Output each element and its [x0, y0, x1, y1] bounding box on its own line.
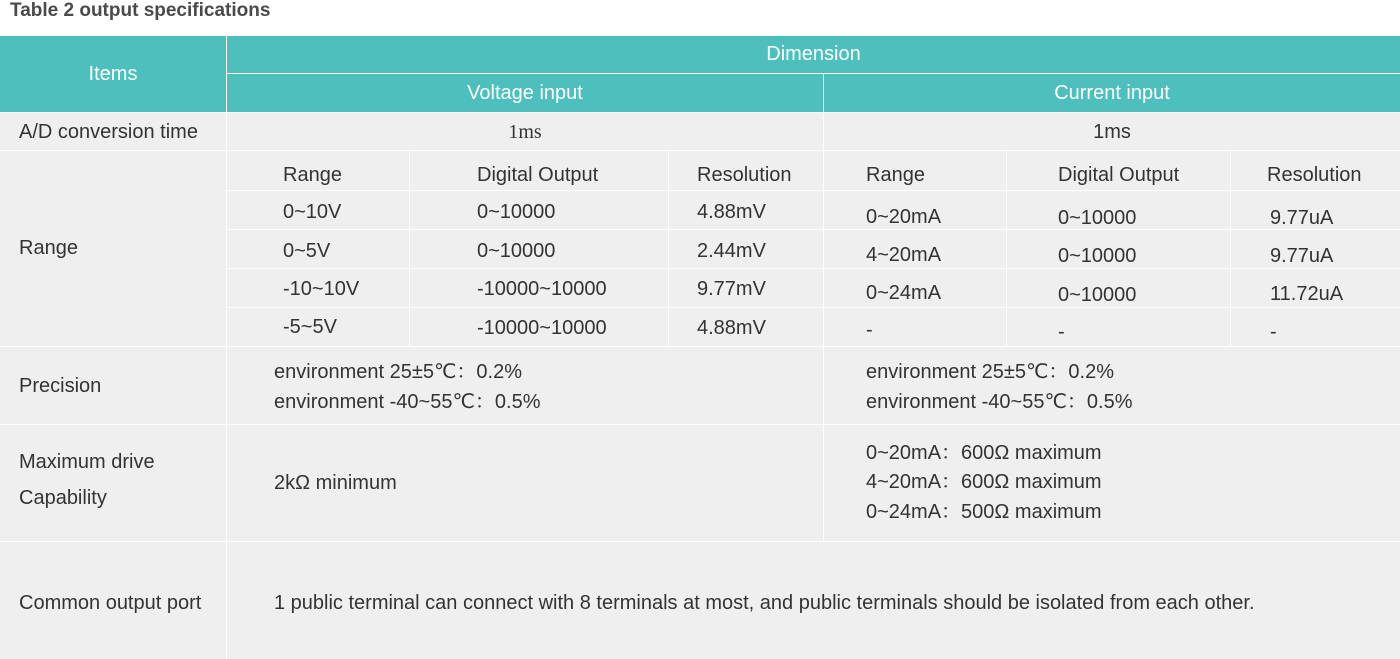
table-cell: 4.88mV: [697, 317, 766, 339]
table-cell: 11.72uA: [1270, 283, 1344, 305]
common-output-port-text: 1 public terminal can connect with 8 terminals at most, and public terminals should be isolated from each other.: [274, 592, 1255, 614]
divider: [0, 346, 1400, 347]
drive-voltage: 2kΩ minimum: [274, 472, 397, 494]
row-label-range: Range: [19, 237, 78, 259]
table-cell: -: [1058, 321, 1065, 343]
row-label-drive-line-2: Capability: [19, 487, 107, 509]
precision-voltage-line-2: environment -40~55℃：0.5%: [274, 391, 541, 413]
divider: [0, 424, 1400, 425]
table-cell: 0~10000: [1058, 207, 1137, 229]
table-cell: -10~10V: [283, 278, 360, 300]
divider: [227, 73, 1400, 74]
table-cell: 9.77mV: [697, 278, 766, 300]
voltage-digital-output-header: Digital Output: [477, 164, 599, 186]
divider: [0, 112, 1400, 113]
table-cell: 0~10000: [1058, 284, 1137, 306]
row-label-precision: Precision: [19, 375, 102, 397]
divider: [227, 229, 1400, 230]
table-cell: 9.77uA: [1270, 207, 1334, 229]
ad-conversion-voltage: 1ms: [508, 121, 542, 143]
voltage-range-header: Range: [283, 164, 342, 186]
table-cell: 0~10000: [477, 240, 556, 262]
table-cell: -: [1270, 321, 1277, 343]
precision-voltage-line-1: environment 25±5℃：0.2%: [274, 361, 523, 383]
header-current-input: Current input: [824, 74, 1400, 112]
precision-current-line-1: environment 25±5℃：0.2%: [866, 361, 1115, 383]
divider: [0, 150, 1400, 151]
divider: [227, 307, 1400, 308]
drive-current-line-2: 4~20mA：600Ω maximum: [866, 471, 1102, 493]
header-voltage-input: Voltage input: [227, 74, 823, 112]
current-digital-output-header: Digital Output: [1058, 164, 1180, 186]
table-cell: 0~10000: [1058, 245, 1137, 267]
drive-current-line-1: 0~20mA：600Ω maximum: [866, 442, 1102, 464]
divider: [668, 150, 669, 346]
table-cell: -: [866, 319, 873, 341]
table-caption: Table 2 output specifications: [10, 0, 271, 21]
voltage-resolution-header: Resolution: [697, 164, 792, 186]
header-dimension: Dimension: [227, 36, 1400, 73]
header-items: Items: [0, 36, 226, 112]
table-cell: 2.44mV: [697, 240, 766, 262]
row-label-ad-conversion: A/D conversion time: [19, 121, 198, 143]
table-cell: -5~5V: [283, 316, 337, 338]
row-label-drive-line-1: Maximum drive: [19, 451, 155, 473]
divider: [1230, 150, 1231, 346]
table-cell: -10000~10000: [477, 278, 607, 300]
divider: [0, 541, 1400, 542]
table-cell: -10000~10000: [477, 317, 607, 339]
table-cell: 0~5V: [283, 240, 331, 262]
divider: [409, 150, 410, 346]
drive-current-line-3: 0~24mA：500Ω maximum: [866, 501, 1102, 523]
ad-conversion-current: 1ms: [1093, 121, 1131, 143]
precision-current-line-2: environment -40~55℃：0.5%: [866, 391, 1133, 413]
divider: [1006, 150, 1007, 346]
current-range-header: Range: [866, 164, 925, 186]
row-label-common-output-port: Common output port: [19, 592, 202, 614]
table-cell: 0~10V: [283, 201, 342, 223]
divider: [227, 190, 1400, 191]
table-cell: 4~20mA: [866, 244, 942, 266]
table-cell: 0~10000: [477, 201, 556, 223]
current-resolution-header: Resolution: [1267, 164, 1362, 186]
table-cell: 0~24mA: [866, 282, 942, 304]
output-specifications-table: [0, 36, 1400, 659]
table-cell: 9.77uA: [1270, 245, 1334, 267]
table-cell: 0~20mA: [866, 206, 942, 228]
divider: [227, 268, 1400, 269]
table-cell: 4.88mV: [697, 201, 766, 223]
